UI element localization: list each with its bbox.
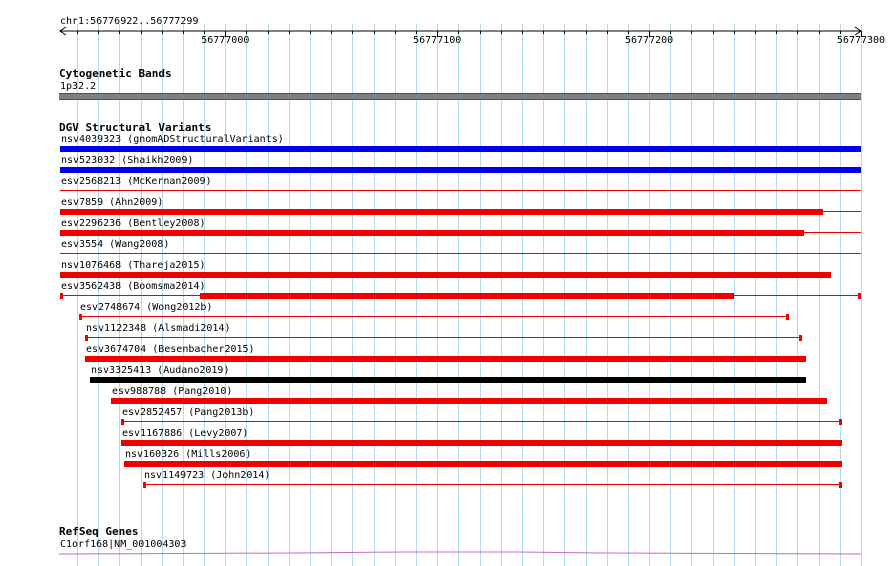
dgv-feature-block (124, 461, 842, 467)
refseq-gene-feature[interactable] (0, 545, 890, 559)
dgv-feature-line (60, 253, 861, 254)
dgv-feature-bar[interactable] (121, 440, 842, 446)
dgv-feature-bar[interactable] (60, 272, 831, 278)
cytoband-track-title[interactable]: Cytogenetic Bands (59, 67, 172, 80)
refseq-gene-line (59, 552, 861, 554)
ruler-tick-label: 56777200 (625, 35, 674, 46)
dgv-feature-label[interactable]: nsv3325413 (Audano2019) (91, 365, 230, 376)
dgv-feature-bar[interactable] (111, 398, 827, 404)
dgv-feature-label[interactable]: nsv1122348 (Alsmadi2014) (86, 323, 231, 334)
ruler-ticks (78, 31, 862, 37)
cytoband-label: 1p32.2 (60, 81, 97, 92)
dgv-feature-bar[interactable] (90, 377, 806, 383)
dgv-feature-block (121, 440, 842, 446)
ruler[interactable] (0, 0, 890, 60)
dgv-feature-bar[interactable] (60, 167, 861, 173)
dgv-feature-bar[interactable] (124, 461, 842, 467)
dgv-feature-block (111, 398, 827, 404)
dgv-feature-end-cap (85, 335, 88, 341)
dgv-feature-bar[interactable] (60, 188, 861, 194)
cytoband-bar[interactable] (59, 93, 861, 100)
dgv-feature-bar[interactable] (60, 209, 861, 215)
dgv-feature-end-cap (121, 419, 124, 425)
dgv-feature-label[interactable]: esv3562438 (Boomsma2014) (61, 281, 206, 292)
dgv-feature-label[interactable]: esv2748674 (Wong2012b) (80, 302, 213, 313)
dgv-feature-label[interactable]: nsv1149723 (John2014) (144, 470, 271, 481)
dgv-feature-label[interactable]: nsv1076468 (Thareja2015) (61, 260, 206, 271)
dgv-feature-label[interactable]: nsv160326 (Mills2006) (125, 449, 252, 460)
dgv-feature-label[interactable]: esv3554 (Wang2008) (61, 239, 170, 250)
dgv-feature-label[interactable]: esv7859 (Ahn2009) (61, 197, 164, 208)
dgv-feature-bar[interactable] (85, 356, 806, 362)
ruler-tick-label: 56777000 (201, 35, 250, 46)
dgv-feature-label[interactable]: esv2852457 (Pang2013b) (122, 407, 255, 418)
dgv-feature-label[interactable]: esv988788 (Pang2010) (112, 386, 233, 397)
dgv-feature-bar[interactable] (143, 482, 842, 488)
dgv-feature-bar[interactable] (85, 335, 802, 341)
dgv-feature-bar[interactable] (121, 419, 842, 425)
refseq-track-title[interactable]: RefSeq Genes (59, 525, 139, 538)
dgv-feature-block (60, 230, 804, 236)
dgv-feature-label[interactable]: nsv523032 (Shaikh2009) (61, 155, 194, 166)
ruler-tick-label: 56777100 (413, 35, 462, 46)
dgv-feature-end-cap (60, 293, 63, 299)
dgv-feature-bar[interactable] (79, 314, 789, 320)
dgv-feature-line (79, 316, 789, 317)
dgv-feature-label[interactable]: esv2568213 (McKernan2009) (61, 176, 212, 187)
dgv-feature-label[interactable]: esv3674704 (Besenbacher2015) (86, 344, 255, 355)
dgv-track-title[interactable]: DGV Structural Variants (59, 121, 212, 134)
dgv-feature-bar[interactable] (60, 251, 861, 257)
dgv-feature-bar[interactable] (60, 146, 861, 152)
dgv-feature-block (85, 356, 806, 362)
dgv-feature-block (60, 146, 861, 152)
dgv-feature-block (60, 272, 831, 278)
dgv-feature-end-cap (839, 419, 842, 425)
dgv-feature-block (60, 167, 861, 173)
dgv-feature-bar[interactable] (60, 230, 861, 236)
dgv-feature-end-cap (786, 314, 789, 320)
dgv-feature-label[interactable]: nsv4039323 (gnomADStructuralVariants) (61, 134, 284, 145)
ruler-tick-label: 56777300 (836, 35, 886, 46)
dgv-feature-line (85, 337, 802, 338)
dgv-feature-line (143, 484, 842, 485)
dgv-feature-block (90, 377, 806, 383)
dgv-feature-line (121, 421, 842, 422)
dgv-feature-block (200, 293, 734, 299)
dgv-feature-bar[interactable] (60, 293, 861, 299)
dgv-feature-line (60, 190, 861, 191)
dgv-feature-label[interactable]: esv1167886 (Levy2007) (122, 428, 249, 439)
refseq-gene-label[interactable]: C1orf168|NM_001004303 (60, 539, 187, 550)
dgv-feature-block (60, 209, 823, 215)
dgv-feature-end-cap (143, 482, 146, 488)
ruler-location-label: chr1:56776922..56777299 (60, 16, 199, 27)
dgv-feature-end-cap (79, 314, 82, 320)
dgv-feature-end-cap (839, 482, 842, 488)
dgv-feature-label[interactable]: esv2296236 (Bentley2008) (61, 218, 206, 229)
dgv-feature-end-cap (799, 335, 802, 341)
dgv-feature-end-cap (858, 293, 861, 299)
